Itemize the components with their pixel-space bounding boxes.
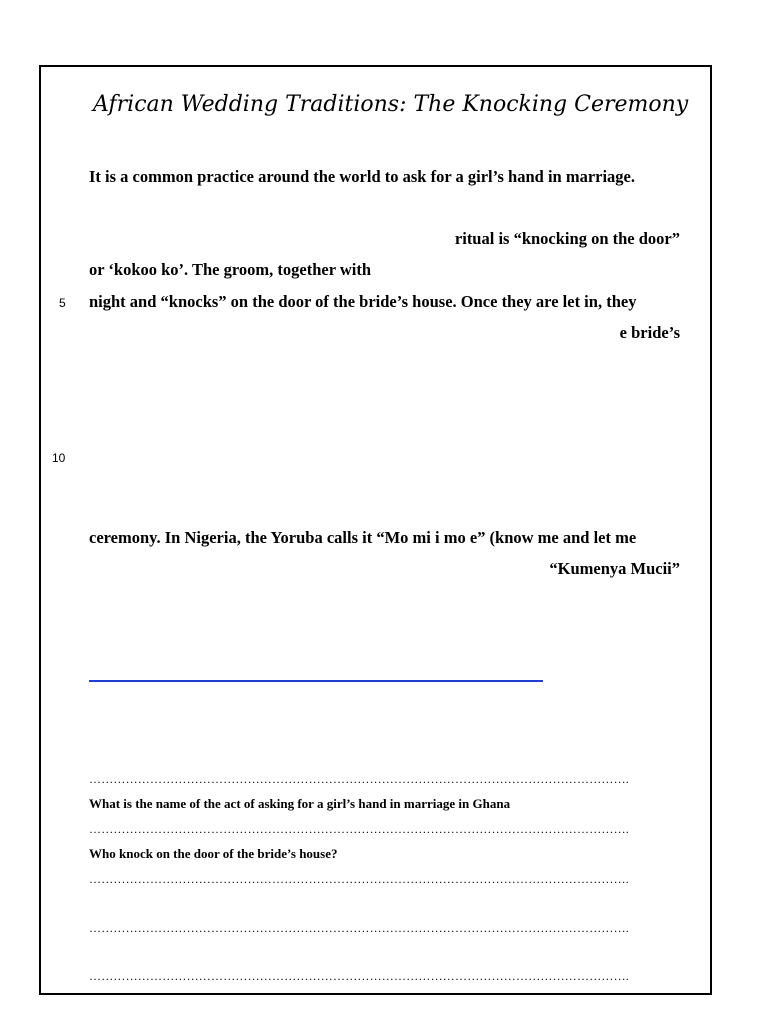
question-2: Who knock on the door of the bride’s house?	[89, 846, 338, 861]
answer-line-1[interactable]: …………………………………………………………………………………………………………………….	[89, 772, 629, 786]
passage-line-1: It is a common practice around the world to ask for a girl’s hand in marriage.	[89, 167, 636, 186]
passage-line-5: e bride’s	[619, 323, 680, 342]
page-title: African Wedding Traditions: The Knocking Ceremony	[93, 92, 689, 117]
passage-line-4: night and “knocks” on the door of the bride’s house. Once they are let in, they	[89, 292, 637, 311]
line-number-5: 5	[59, 296, 66, 310]
answer-line-4[interactable]: …………………………………………………………………………………………………………………….	[89, 921, 629, 935]
answer-line-3[interactable]: …………………………………………………………………………………………………………………….	[89, 872, 629, 886]
passage-line-6: ceremony. In Nigeria, the Yoruba calls it “Mo mi i mo e” (know me and let me	[89, 528, 637, 547]
question-1: What is the name of the act of asking for a girl’s hand in marriage in Ghana	[89, 796, 511, 811]
blue-underline	[89, 680, 543, 682]
answer-line-2[interactable]: …………………………………………………………………………………………………………………….	[89, 822, 629, 836]
passage-line-3: or ‘kokoo ko’. The groom, together with	[89, 260, 372, 279]
passage-line-2: ritual is “knocking on the door”	[454, 229, 680, 248]
line-number-10: 10	[52, 451, 66, 465]
passage-line-7: “Kumenya Mucii”	[549, 559, 680, 578]
answer-line-5[interactable]: …………………………………………………………………………………………………………………….	[89, 969, 629, 983]
